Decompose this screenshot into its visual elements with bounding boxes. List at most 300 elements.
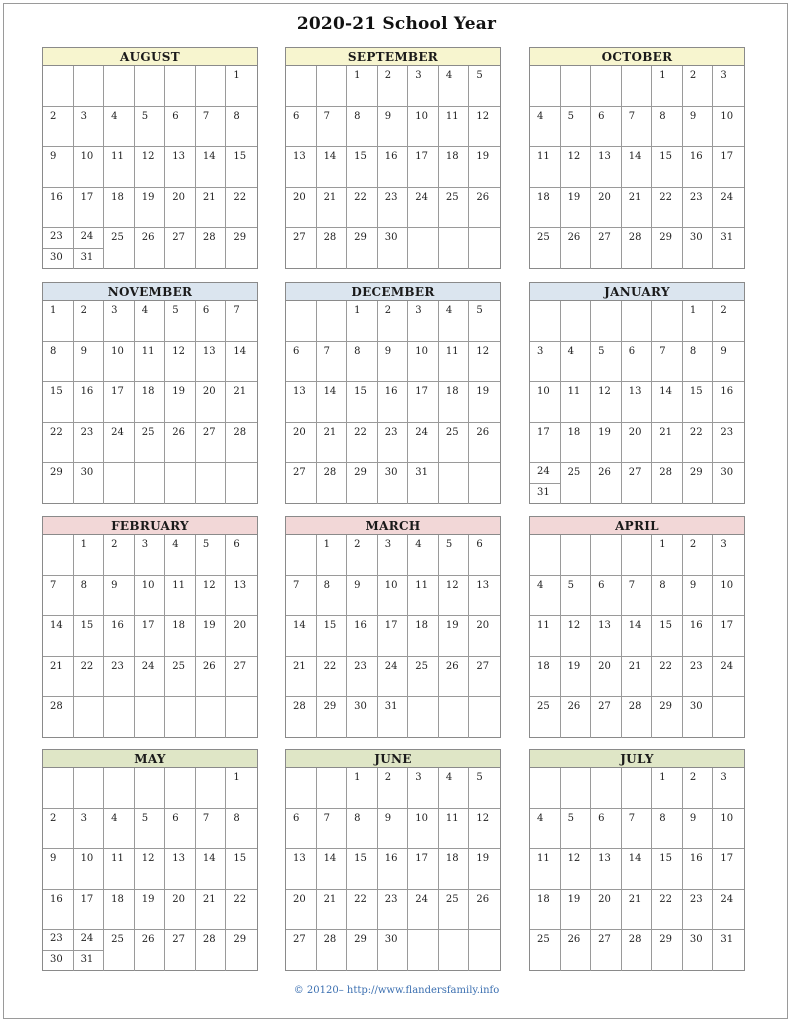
day-cell — [74, 697, 105, 738]
day-cell — [286, 768, 317, 809]
day-cell — [286, 382, 317, 423]
day-cell — [196, 809, 227, 850]
day-number: 20 — [293, 426, 306, 438]
day-number: 26 — [567, 934, 581, 946]
day-cell — [135, 301, 166, 342]
day-cell — [439, 188, 470, 229]
day-number: 10 — [80, 151, 94, 163]
day-cell — [713, 849, 744, 890]
day-number: 6 — [172, 812, 179, 824]
day-cell — [622, 535, 653, 576]
day-number: 8 — [323, 579, 330, 591]
day-cell — [104, 228, 135, 269]
day-cell — [439, 657, 470, 698]
day-cell — [165, 147, 196, 188]
day-cell — [469, 301, 500, 342]
day-number: 1 — [233, 772, 240, 783]
day-cell — [439, 147, 470, 188]
day-number: 2 — [689, 772, 697, 783]
day-cell — [226, 107, 257, 148]
day-cell — [408, 657, 439, 698]
day-number: 21 — [293, 660, 306, 672]
day-number: 17 — [384, 620, 398, 632]
day-cell — [347, 768, 378, 809]
day-number: 30 — [689, 701, 703, 713]
day-cell — [43, 930, 74, 950]
day-number: 15 — [233, 151, 247, 163]
day-number: 9 — [384, 345, 392, 357]
day-number: 6 — [598, 110, 605, 122]
day-cell — [196, 657, 227, 698]
day-number: 31 — [720, 232, 734, 244]
day-cell — [226, 890, 257, 931]
day-cell — [43, 147, 74, 188]
day-cell — [104, 423, 135, 464]
day-cell — [226, 616, 257, 657]
day-cell — [530, 342, 561, 383]
day-number: 20 — [628, 426, 642, 438]
day-cell — [286, 463, 317, 504]
day-number: 25 — [567, 467, 581, 479]
day-cell — [408, 423, 439, 464]
day-number: 6 — [598, 579, 605, 591]
day-cell — [135, 930, 166, 971]
day-cell — [104, 697, 135, 738]
day-cell — [317, 463, 348, 504]
day-cell — [622, 849, 653, 890]
day-cell — [165, 616, 196, 657]
day-cell — [226, 342, 257, 383]
day-number: 13 — [172, 853, 185, 865]
day-number: 25 — [537, 934, 550, 946]
day-number: 18 — [415, 620, 428, 632]
day-cell — [439, 228, 470, 269]
day-cell — [652, 107, 683, 148]
day-cell — [469, 930, 500, 971]
day-cell — [469, 809, 500, 850]
day-number: 18 — [111, 893, 124, 905]
day-cell — [408, 107, 439, 148]
day-cell — [469, 768, 500, 809]
day-number: 21 — [233, 386, 247, 398]
day-cell — [378, 463, 409, 504]
day-cell — [104, 890, 135, 931]
day-cell — [652, 66, 683, 107]
day-cell — [226, 228, 257, 269]
day-number: 23 — [354, 660, 367, 672]
day-number: 5 — [141, 812, 149, 824]
day-cell — [591, 66, 622, 107]
day-cell — [591, 768, 622, 809]
day-number: 27 — [293, 467, 306, 479]
day-cell — [43, 576, 74, 617]
day-number: 3 — [537, 345, 544, 357]
day-cell — [74, 147, 105, 188]
day-number: 6 — [598, 812, 605, 824]
day-number: 17 — [720, 151, 734, 163]
day-cell — [561, 382, 592, 423]
day-cell — [622, 147, 653, 188]
day-number: 17 — [720, 853, 734, 865]
day-number: 27 — [202, 426, 216, 438]
day-number: 22 — [323, 660, 337, 672]
day-cell — [135, 616, 166, 657]
day-cell — [165, 228, 196, 269]
day-number: 11 — [567, 386, 581, 398]
day-cell — [196, 301, 227, 342]
day-cell — [408, 342, 439, 383]
day-cell — [104, 147, 135, 188]
day-cell — [43, 768, 74, 809]
day-cell — [652, 768, 683, 809]
month-november — [42, 282, 258, 504]
day-cell — [378, 188, 409, 229]
day-number: 14 — [233, 345, 247, 357]
day-cell — [561, 188, 592, 229]
day-cell — [74, 768, 105, 809]
day-cell — [408, 382, 439, 423]
day-cell — [713, 301, 744, 342]
day-cell — [104, 188, 135, 229]
day-cell — [530, 576, 561, 617]
day-number: 22 — [354, 191, 367, 203]
day-number: 22 — [80, 660, 94, 672]
day-cell — [74, 535, 105, 576]
day-number: 8 — [659, 110, 666, 122]
day-cell — [591, 342, 622, 383]
day-cell — [286, 107, 317, 148]
day-cell — [469, 423, 500, 464]
day-cell — [683, 890, 714, 931]
day-number: 2 — [689, 539, 697, 550]
day-cell — [165, 423, 196, 464]
day-cell — [317, 301, 348, 342]
day-cell — [530, 423, 561, 464]
day-cell — [408, 301, 439, 342]
day-number: 30 — [384, 467, 398, 479]
day-number: 2 — [50, 812, 57, 824]
day-number: 31 — [384, 701, 398, 713]
day-number: 29 — [50, 467, 63, 479]
day-cell — [652, 657, 683, 698]
day-cell — [196, 463, 227, 504]
day-number: 16 — [689, 853, 703, 865]
day-number: 26 — [567, 701, 581, 713]
day-cell — [135, 147, 166, 188]
day-cell — [165, 188, 196, 229]
day-cell — [713, 576, 744, 617]
day-cell — [74, 890, 105, 931]
day-cell — [530, 301, 561, 342]
month-days-grid — [285, 535, 501, 738]
day-number: 11 — [111, 853, 124, 865]
day-cell — [408, 228, 439, 269]
day-cell — [43, 382, 74, 423]
day-number: 4 — [445, 772, 453, 783]
day-number: 24 — [720, 893, 734, 905]
day-cell — [347, 616, 378, 657]
day-cell — [317, 66, 348, 107]
day-cell — [683, 930, 714, 971]
day-cell — [135, 849, 166, 890]
day-cell — [317, 768, 348, 809]
day-cell — [104, 66, 135, 107]
day-number: 24 — [111, 426, 124, 438]
day-cell — [530, 657, 561, 698]
day-number: 18 — [172, 620, 185, 632]
day-number: 5 — [567, 110, 574, 122]
day-cell — [286, 423, 317, 464]
day-cell — [317, 188, 348, 229]
day-cell — [43, 535, 74, 576]
day-cell — [713, 768, 744, 809]
day-number: 28 — [323, 467, 337, 479]
day-cell — [408, 576, 439, 617]
day-number: 15 — [659, 620, 672, 632]
day-cell — [286, 809, 317, 850]
day-number: 29 — [659, 934, 672, 946]
day-number: 27 — [293, 934, 306, 946]
day-cell — [561, 463, 592, 504]
day-number: 22 — [659, 191, 672, 203]
day-cell — [104, 930, 135, 971]
day-number: 31 — [80, 251, 94, 263]
day-cell — [622, 188, 653, 229]
day-number: 28 — [293, 701, 306, 713]
day-number: 8 — [659, 579, 666, 591]
day-cell — [439, 697, 470, 738]
day-cell — [196, 382, 227, 423]
day-cell — [439, 301, 470, 342]
day-cell — [439, 382, 470, 423]
day-cell — [317, 228, 348, 269]
day-cell — [286, 188, 317, 229]
day-cell — [591, 188, 622, 229]
day-number: 9 — [50, 853, 57, 865]
day-cell — [104, 342, 135, 383]
day-cell — [317, 147, 348, 188]
day-number: 31 — [415, 467, 428, 479]
day-number: 9 — [354, 579, 361, 591]
day-cell — [317, 535, 348, 576]
day-cell — [317, 342, 348, 383]
day-number: 23 — [50, 231, 63, 243]
day-number: 5 — [172, 305, 179, 316]
day-number: 7 — [628, 579, 636, 591]
day-cell — [135, 66, 166, 107]
day-number: 19 — [567, 893, 581, 905]
day-number: 12 — [476, 812, 490, 824]
day-number: 11 — [172, 579, 185, 591]
day-number: 16 — [354, 620, 367, 632]
day-number: 20 — [233, 620, 247, 632]
day-cell — [378, 66, 409, 107]
day-number: 10 — [111, 345, 124, 357]
day-number: 4 — [111, 110, 118, 122]
day-number: 30 — [720, 467, 734, 479]
day-cell — [226, 657, 257, 698]
day-cell — [439, 809, 470, 850]
day-number: 1 — [659, 70, 666, 81]
day-number: 27 — [233, 660, 247, 672]
day-cell — [378, 890, 409, 931]
day-cell — [713, 930, 744, 971]
day-cell — [683, 342, 714, 383]
day-number: 1 — [233, 70, 240, 81]
day-cell — [378, 768, 409, 809]
day-number: 29 — [323, 701, 337, 713]
day-cell — [347, 107, 378, 148]
day-number: 26 — [598, 467, 611, 479]
day-cell — [74, 342, 105, 383]
day-number: 25 — [111, 232, 124, 244]
day-cell — [591, 107, 622, 148]
day-number: 4 — [445, 305, 453, 316]
day-cell — [135, 463, 166, 504]
day-number: 29 — [659, 701, 672, 713]
day-cell — [408, 697, 439, 738]
day-cell — [43, 188, 74, 229]
day-cell — [104, 809, 135, 850]
day-number: 15 — [323, 620, 337, 632]
day-cell — [317, 849, 348, 890]
day-number: 10 — [415, 110, 428, 122]
day-number: 30 — [50, 251, 63, 263]
day-number: 22 — [659, 893, 672, 905]
day-cell — [165, 576, 196, 617]
day-cell — [622, 301, 653, 342]
day-number: 9 — [384, 812, 392, 824]
day-number: 27 — [598, 701, 611, 713]
day-cell — [226, 809, 257, 850]
day-cell — [135, 809, 166, 850]
day-number: 4 — [567, 345, 574, 357]
day-number: 13 — [598, 853, 611, 865]
day-cell — [347, 890, 378, 931]
day-cell — [530, 809, 561, 850]
day-cell — [530, 188, 561, 229]
day-number: 16 — [50, 893, 63, 905]
day-number: 17 — [80, 191, 94, 203]
day-cell — [622, 697, 653, 738]
day-number: 18 — [445, 853, 459, 865]
day-number: 12 — [141, 151, 155, 163]
day-cell — [74, 576, 105, 617]
day-cell — [347, 657, 378, 698]
day-cell — [530, 890, 561, 931]
day-cell — [135, 228, 166, 269]
day-number: 21 — [628, 191, 642, 203]
day-cell — [196, 342, 227, 383]
day-cell — [622, 228, 653, 269]
month-days-grid — [529, 768, 745, 971]
day-cell — [378, 657, 409, 698]
day-number: 29 — [659, 232, 672, 244]
month-days-grid — [529, 66, 745, 269]
day-number: 31 — [80, 953, 94, 965]
day-number: 11 — [445, 110, 459, 122]
day-cell — [561, 930, 592, 971]
day-number: 15 — [80, 620, 94, 632]
day-number: 23 — [689, 660, 703, 672]
day-cell — [591, 463, 622, 504]
day-number: 7 — [202, 812, 210, 824]
day-cell — [347, 930, 378, 971]
day-number: 2 — [384, 772, 392, 783]
day-number: 25 — [445, 191, 459, 203]
day-cell — [226, 463, 257, 504]
day-cell — [469, 697, 500, 738]
day-cell — [378, 576, 409, 617]
day-number: 8 — [689, 345, 697, 357]
day-cell — [683, 657, 714, 698]
month-october — [529, 47, 745, 269]
day-cell — [530, 463, 561, 483]
day-number: 20 — [172, 191, 185, 203]
day-cell — [713, 463, 744, 504]
day-cell — [196, 697, 227, 738]
day-number: 5 — [476, 772, 483, 783]
day-number: 25 — [537, 232, 550, 244]
day-number: 2 — [384, 305, 392, 316]
day-cell — [74, 930, 105, 950]
day-number: 7 — [233, 305, 240, 316]
day-number: 4 — [537, 110, 544, 122]
footer-credit[interactable]: © 20120– http://www.flandersfamily.info — [293, 985, 500, 996]
month-days-grid — [285, 301, 501, 504]
day-number: 2 — [384, 70, 392, 81]
page-title: 2020-21 School Year — [296, 14, 497, 34]
day-cell — [622, 66, 653, 107]
day-number: 22 — [689, 426, 703, 438]
day-cell — [591, 147, 622, 188]
day-cell — [347, 382, 378, 423]
day-number: 7 — [50, 579, 57, 591]
day-number: 9 — [689, 812, 697, 824]
day-number: 2 — [111, 539, 118, 550]
day-number: 1 — [354, 772, 361, 783]
day-number: 21 — [202, 191, 216, 203]
day-cell — [286, 890, 317, 931]
day-number: 25 — [445, 426, 459, 438]
day-cell — [378, 423, 409, 464]
day-cell — [104, 301, 135, 342]
day-number: 8 — [233, 110, 240, 122]
day-number: 22 — [50, 426, 63, 438]
day-cell — [713, 616, 744, 657]
day-cell — [469, 849, 500, 890]
day-number: 2 — [50, 110, 57, 122]
day-cell — [43, 342, 74, 383]
day-cell — [74, 382, 105, 423]
day-number: 1 — [689, 305, 697, 316]
day-number: 3 — [80, 110, 87, 122]
day-cell — [530, 697, 561, 738]
day-number: 27 — [598, 232, 611, 244]
day-number: 3 — [720, 772, 727, 783]
day-number: 21 — [628, 660, 642, 672]
day-number: 5 — [567, 812, 574, 824]
day-cell — [74, 849, 105, 890]
day-cell — [713, 188, 744, 229]
day-number: 29 — [689, 467, 703, 479]
day-number: 23 — [384, 191, 398, 203]
day-number: 9 — [50, 151, 57, 163]
day-number: 26 — [567, 232, 581, 244]
day-number: 29 — [233, 934, 247, 946]
day-cell — [622, 930, 653, 971]
day-number: 16 — [80, 386, 94, 398]
